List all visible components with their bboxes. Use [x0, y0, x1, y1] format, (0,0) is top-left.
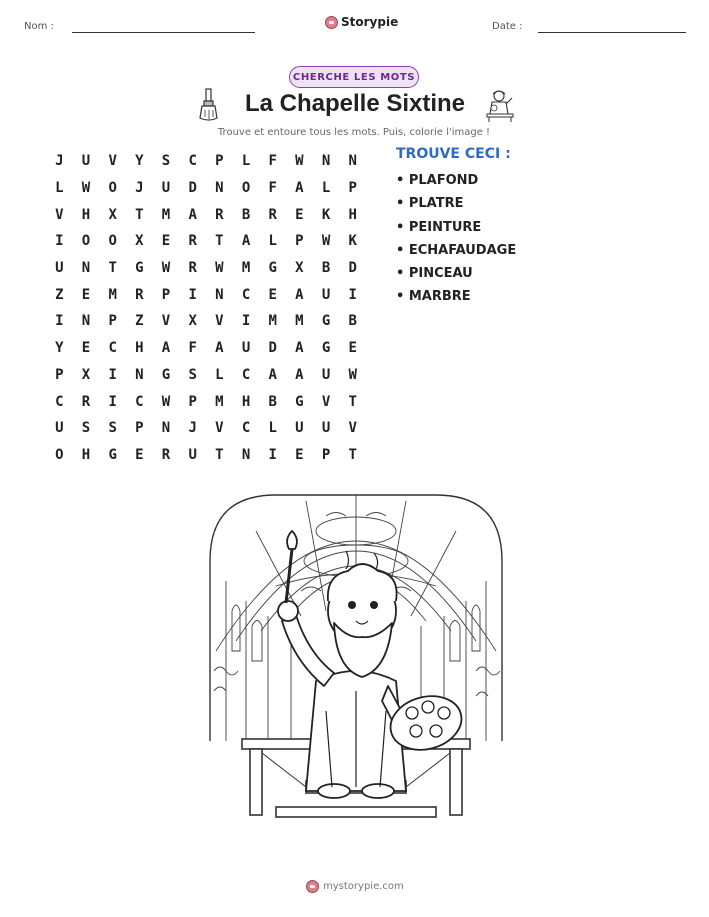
grid-letter[interactable]: G — [321, 313, 331, 330]
grid-letter[interactable]: P — [161, 286, 171, 303]
grid-letter[interactable]: X — [81, 366, 91, 383]
grid-letter[interactable]: M — [295, 313, 304, 330]
footer-url[interactable]: mystorypie.com — [323, 881, 404, 892]
grid-letter[interactable]: S — [161, 153, 171, 170]
word-list-item: • PLAFOND — [396, 173, 479, 188]
grid-letter[interactable]: U — [321, 366, 331, 383]
grid-row — [46, 148, 366, 175]
grid-letter[interactable]: N — [215, 180, 224, 197]
grid-letter[interactable]: F — [188, 340, 197, 357]
grid-letter[interactable]: B — [321, 260, 331, 277]
grid-letter[interactable]: E — [295, 446, 304, 463]
grid-letter[interactable]: N — [81, 260, 91, 277]
grid-letter[interactable]: N — [81, 313, 91, 330]
grid-letter[interactable]: V — [108, 153, 117, 170]
name-label: Nom : — [24, 21, 54, 32]
grid-letter[interactable]: L — [268, 233, 277, 250]
grid-letter[interactable]: U — [55, 260, 64, 277]
grid-letter[interactable]: C — [108, 340, 117, 357]
grid-letter[interactable]: I — [108, 366, 117, 383]
grid-letter[interactable]: U — [321, 286, 331, 303]
grid-letter[interactable]: G — [295, 393, 304, 410]
word-list — [396, 172, 516, 312]
grid-row — [46, 255, 366, 282]
grid-row — [46, 415, 366, 442]
grid-letter[interactable]: R — [81, 393, 91, 410]
grid-letter[interactable]: V — [215, 313, 224, 330]
grid-letter[interactable]: R — [161, 446, 171, 463]
grid-letter[interactable]: X — [108, 206, 117, 223]
grid-letter[interactable]: A — [295, 286, 304, 303]
grid-letter[interactable]: U — [321, 420, 331, 437]
grid-letter[interactable]: N — [348, 153, 357, 170]
grid-letter[interactable]: Z — [135, 313, 144, 330]
footer — [306, 880, 404, 893]
grid-letter[interactable]: G — [161, 366, 171, 383]
grid-letter[interactable]: W — [161, 393, 171, 410]
grid-letter[interactable]: M — [161, 206, 171, 223]
grid-letter[interactable]: S — [108, 420, 117, 437]
grid-letter[interactable]: X — [135, 233, 144, 250]
grid-letter[interactable]: K — [321, 206, 331, 223]
word-list-item: • PINCEAU — [396, 266, 473, 282]
page-title: La Chapelle Sixtine — [244, 90, 466, 117]
grid-letter[interactable]: R — [135, 286, 144, 303]
grid-row — [46, 442, 366, 469]
grid-letter[interactable]: C — [241, 420, 251, 437]
grid-letter[interactable]: M — [215, 393, 224, 410]
storypie-logo-icon — [306, 880, 319, 893]
grid-letter[interactable]: S — [188, 366, 197, 383]
grid-letter[interactable]: I — [348, 286, 357, 303]
sistine-chapel-painter-illustration — [206, 491, 506, 821]
grid-letter[interactable]: R — [268, 206, 277, 223]
grid-letter[interactable]: P — [295, 233, 304, 250]
grid-letter[interactable]: V — [55, 206, 64, 223]
grid-letter[interactable]: Y — [55, 340, 64, 357]
grid-letter[interactable]: U — [81, 153, 91, 170]
grid-letter[interactable]: R — [188, 260, 197, 277]
grid-letter[interactable]: I — [268, 446, 277, 463]
grid-letter[interactable]: C — [241, 286, 251, 303]
grid-letter[interactable]: X — [295, 260, 304, 277]
grid-letter[interactable]: L — [241, 153, 251, 170]
grid-letter[interactable]: I — [188, 286, 197, 303]
grid-letter[interactable]: O — [108, 180, 117, 197]
grid-letter[interactable]: G — [108, 446, 117, 463]
word-list-item: • ECHAFAUDAGE — [396, 242, 517, 258]
grid-letter[interactable]: A — [188, 206, 197, 223]
grid-letter[interactable]: J — [188, 420, 197, 437]
grid-letter[interactable]: G — [321, 340, 331, 357]
grid-letter[interactable]: D — [188, 180, 197, 197]
grid-letter[interactable]: E — [161, 233, 171, 250]
grid-letter[interactable]: P — [321, 446, 331, 463]
grid-letter[interactable]: P — [135, 420, 144, 437]
grid-letter[interactable]: H — [348, 206, 357, 223]
grid-letter[interactable]: N — [135, 366, 144, 383]
grid-letter[interactable]: V — [321, 393, 331, 410]
grid-letter[interactable]: B — [268, 393, 277, 410]
grid-letter[interactable]: F — [268, 180, 277, 197]
grid-row — [46, 335, 366, 362]
grid-letter[interactable]: I — [55, 233, 64, 250]
grid-letter[interactable]: E — [81, 286, 91, 303]
grid-letter[interactable]: A — [268, 366, 277, 383]
grid-letter[interactable]: U — [161, 180, 171, 197]
grid-letter[interactable]: V — [161, 313, 171, 330]
grid-letter[interactable]: J — [55, 153, 64, 170]
grid-letter[interactable]: U — [188, 446, 197, 463]
grid-letter[interactable]: O — [241, 180, 251, 197]
grid-row — [46, 228, 366, 255]
grid-letter[interactable]: E — [295, 206, 304, 223]
grid-letter[interactable]: Z — [55, 286, 64, 303]
grid-letter[interactable]: D — [348, 260, 357, 277]
grid-letter[interactable]: L — [268, 420, 277, 437]
grid-letter[interactable]: P — [215, 153, 224, 170]
grid-letter[interactable]: T — [108, 260, 117, 277]
date-label: Date : — [492, 21, 523, 32]
grid-letter[interactable]: N — [241, 446, 251, 463]
grid-letter[interactable]: H — [241, 393, 251, 410]
grid-letter[interactable]: W — [81, 180, 91, 197]
word-list-item: • PEINTURE — [396, 219, 482, 235]
grid-letter[interactable]: R — [188, 233, 197, 250]
painter-icon — [484, 88, 516, 122]
grid-letter[interactable]: L — [55, 180, 64, 197]
grid-letter[interactable]: W — [215, 260, 224, 277]
name-line — [72, 32, 255, 33]
grid-row — [46, 308, 366, 335]
grid-letter[interactable]: E — [81, 340, 91, 357]
grid-letter[interactable]: E — [135, 446, 144, 463]
grid-letter[interactable]: J — [135, 180, 144, 197]
grid-letter[interactable]: W — [321, 233, 331, 250]
grid-letter[interactable]: D — [268, 340, 277, 357]
brand-logo — [325, 15, 398, 29]
grid-letter[interactable]: A — [295, 366, 304, 383]
grid-letter[interactable]: K — [348, 233, 357, 250]
grid-letter[interactable]: C — [135, 393, 144, 410]
word-list-item: • PLATRE — [396, 196, 464, 212]
grid-letter[interactable]: P — [108, 313, 117, 330]
grid-letter[interactable]: V — [215, 420, 224, 437]
grid-letter[interactable]: N — [215, 286, 224, 303]
grid-letter[interactable]: M — [241, 260, 251, 277]
grid-row — [46, 175, 366, 202]
grid-letter[interactable]: N — [321, 153, 331, 170]
grid-letter[interactable]: C — [188, 153, 197, 170]
grid-letter[interactable]: P — [348, 180, 357, 197]
grid-letter[interactable]: U — [55, 420, 64, 437]
instructions: Trouve et entoure tous les mots. Puis, colorie l'image ! — [217, 127, 491, 138]
grid-letter[interactable]: X — [188, 313, 197, 330]
grid-letter[interactable]: M — [108, 286, 117, 303]
grid-letter[interactable]: A — [295, 180, 304, 197]
word-list-title: TROUVE CECI : — [396, 146, 511, 162]
grid-letter[interactable]: U — [295, 420, 304, 437]
grid-letter[interactable]: C — [241, 366, 251, 383]
grid-letter[interactable]: G — [268, 260, 277, 277]
grid-letter[interactable]: T — [135, 206, 144, 223]
grid-letter[interactable]: I — [241, 313, 251, 330]
grid-letter[interactable]: R — [215, 206, 224, 223]
grid-letter[interactable]: A — [295, 340, 304, 357]
grid-letter[interactable]: W — [161, 260, 171, 277]
grid-letter[interactable]: N — [161, 420, 171, 437]
grid-letter[interactable]: C — [55, 393, 64, 410]
grid-letter[interactable]: A — [241, 233, 251, 250]
grid-row — [46, 362, 366, 389]
grid-letter[interactable]: I — [108, 393, 117, 410]
date-line — [538, 32, 686, 33]
grid-letter[interactable]: P — [55, 366, 64, 383]
word-list-item: • MARBRE — [396, 289, 471, 305]
grid-letter[interactable]: S — [81, 420, 91, 437]
paintbrush-icon — [196, 88, 222, 122]
grid-letter[interactable]: W — [295, 153, 304, 170]
grid-letter[interactable]: B — [348, 313, 357, 330]
grid-letter[interactable]: H — [135, 340, 144, 357]
grid-letter[interactable]: Y — [135, 153, 144, 170]
grid-letter[interactable]: T — [215, 233, 224, 250]
grid-letter[interactable]: O — [81, 233, 91, 250]
brand-name: Storypie — [341, 15, 399, 29]
grid-letter[interactable]: U — [241, 340, 251, 357]
grid-row — [46, 201, 366, 228]
grid-letter[interactable]: L — [215, 366, 224, 383]
grid-letter[interactable]: A — [161, 340, 171, 357]
grid-letter[interactable]: O — [108, 233, 117, 250]
grid-letter[interactable]: I — [55, 313, 64, 330]
grid-letter[interactable]: E — [268, 286, 277, 303]
grid-letter[interactable]: P — [188, 393, 197, 410]
grid-letter[interactable]: A — [215, 340, 224, 357]
grid-letter[interactable]: T — [348, 393, 357, 410]
grid-letter[interactable]: F — [268, 153, 277, 170]
grid-letter[interactable]: T — [215, 446, 224, 463]
grid-letter[interactable]: H — [81, 446, 91, 463]
grid-letter[interactable]: G — [135, 260, 144, 277]
grid-row — [46, 388, 366, 415]
word-search-grid — [46, 148, 366, 468]
grid-letter[interactable]: H — [81, 206, 91, 223]
grid-row — [46, 281, 366, 308]
storypie-logo-icon — [325, 16, 338, 29]
grid-letter[interactable]: V — [348, 420, 357, 437]
grid-letter[interactable]: B — [241, 206, 251, 223]
grid-letter[interactable]: O — [55, 446, 64, 463]
grid-letter[interactable]: W — [348, 366, 357, 383]
activity-badge: CHERCHE LES MOTS — [289, 66, 419, 88]
grid-letter[interactable]: L — [321, 180, 331, 197]
grid-letter[interactable]: T — [348, 446, 357, 463]
grid-letter[interactable]: M — [268, 313, 277, 330]
grid-letter[interactable]: E — [348, 340, 357, 357]
